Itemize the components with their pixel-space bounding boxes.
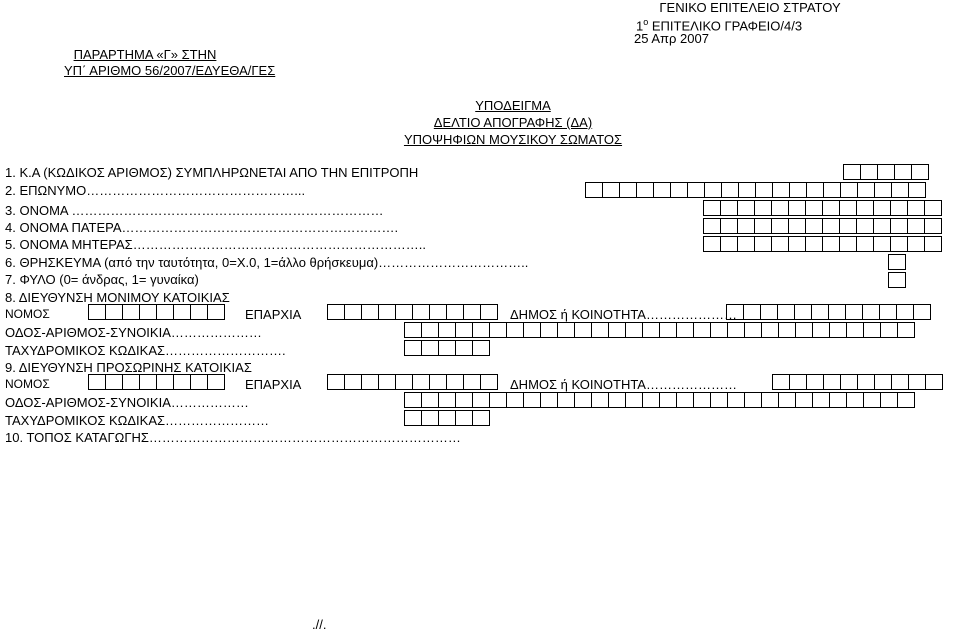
input-box[interactable]	[760, 304, 778, 320]
input-box[interactable]	[863, 392, 881, 408]
input-box[interactable]	[523, 392, 541, 408]
input-box[interactable]	[727, 392, 745, 408]
field-10-label: 10. ΤΟΠΟΣ ΚΑΤΑΓΩΓΗΣ………………………………………………………………	[5, 430, 461, 445]
input-box[interactable]	[139, 374, 157, 390]
input-box[interactable]	[710, 322, 728, 338]
input-box[interactable]	[823, 374, 841, 390]
input-box[interactable]	[122, 304, 140, 320]
input-box[interactable]	[843, 164, 861, 180]
input-box[interactable]	[873, 200, 891, 216]
field-8-odos-boxes[interactable]	[404, 322, 914, 338]
input-box[interactable]	[557, 322, 575, 338]
input-box[interactable]	[540, 392, 558, 408]
input-box[interactable]	[670, 182, 688, 198]
input-box[interactable]	[856, 236, 874, 252]
input-box[interactable]	[744, 392, 762, 408]
input-box[interactable]	[890, 200, 908, 216]
field-5-label: 5. ΟΝΟΜΑ ΜΗΤΕΡΑΣ…………………………………………………………..	[5, 237, 426, 252]
field-7-label: 7. ΦΥΛΟ (0= άνδρας, 1= γυναίκα)	[5, 272, 199, 287]
input-box[interactable]	[676, 322, 694, 338]
input-box[interactable]	[778, 392, 796, 408]
input-box[interactable]	[812, 322, 830, 338]
input-box[interactable]	[754, 236, 772, 252]
field-9-nomos-boxes[interactable]	[88, 374, 224, 390]
input-box[interactable]	[860, 164, 878, 180]
input-box[interactable]	[738, 182, 756, 198]
input-box[interactable]	[737, 200, 755, 216]
input-box[interactable]	[924, 218, 942, 234]
field-9-label: 9. ΔΙΕΥΘΥΝΣΗ ΠΡΟΣΩΡΙΝΗΣ ΚΑΤΟΙΚΙΑΣ	[5, 360, 252, 375]
input-box[interactable]	[720, 218, 738, 234]
title-line1: ΥΠΟΔΕΙΓΜΑ	[475, 98, 551, 113]
input-box[interactable]	[822, 236, 840, 252]
input-box[interactable]	[105, 304, 123, 320]
input-box[interactable]	[840, 374, 858, 390]
field-9-eparxia-boxes[interactable]	[327, 374, 497, 390]
input-box[interactable]	[608, 392, 626, 408]
input-box[interactable]	[480, 374, 498, 390]
office-number-sup: ο	[643, 17, 649, 27]
input-box[interactable]	[574, 322, 592, 338]
input-box[interactable]	[404, 322, 422, 338]
field-2-label: 2. ΕΠΩΝΥΜΟ…………………………………………...	[5, 183, 306, 198]
input-box[interactable]	[472, 322, 490, 338]
input-box[interactable]	[873, 236, 891, 252]
input-box[interactable]	[795, 322, 813, 338]
input-box[interactable]	[659, 392, 677, 408]
input-box[interactable]	[877, 164, 895, 180]
input-box[interactable]	[771, 200, 789, 216]
input-box[interactable]	[463, 374, 481, 390]
input-box[interactable]	[907, 200, 925, 216]
field-4-boxes[interactable]	[703, 218, 941, 234]
input-box[interactable]	[693, 322, 711, 338]
field-2-boxes[interactable]	[585, 182, 925, 198]
input-box[interactable]	[822, 200, 840, 216]
field-8-tk-boxes[interactable]	[404, 340, 489, 356]
input-box[interactable]	[880, 392, 898, 408]
input-box[interactable]	[455, 392, 473, 408]
input-box[interactable]	[726, 304, 744, 320]
field-1-boxes[interactable]	[843, 164, 928, 180]
input-box[interactable]	[856, 218, 874, 234]
input-box[interactable]	[795, 392, 813, 408]
input-box[interactable]	[908, 374, 926, 390]
input-box[interactable]	[344, 374, 362, 390]
input-box[interactable]	[429, 374, 447, 390]
input-box[interactable]	[743, 304, 761, 320]
input-box[interactable]	[891, 374, 909, 390]
input-box[interactable]	[361, 304, 379, 320]
input-box[interactable]	[721, 182, 739, 198]
input-box[interactable]	[811, 304, 829, 320]
input-box[interactable]	[361, 374, 379, 390]
input-box[interactable]	[897, 322, 915, 338]
input-box[interactable]	[754, 200, 772, 216]
input-box[interactable]	[327, 374, 345, 390]
input-box[interactable]	[642, 392, 660, 408]
input-box[interactable]	[896, 304, 914, 320]
input-box[interactable]	[890, 236, 908, 252]
input-box[interactable]	[395, 304, 413, 320]
input-box[interactable]	[907, 236, 925, 252]
field-8-label: 8. ΔΙΕΥΘΥΝΣΗ ΜΟΝΙΜΟΥ ΚΑΤΟΙΚΙΑΣ	[5, 290, 230, 305]
input-box[interactable]	[344, 304, 362, 320]
input-box[interactable]	[625, 322, 643, 338]
input-box[interactable]	[873, 218, 891, 234]
input-box[interactable]	[625, 392, 643, 408]
input-box[interactable]	[771, 236, 789, 252]
input-box[interactable]	[122, 374, 140, 390]
input-box[interactable]	[659, 322, 677, 338]
title-line2: ΔΕΛΤΙΟ ΑΠΟΓΡΑΦΗΣ (ΔΑ)	[433, 115, 593, 130]
input-box[interactable]	[455, 322, 473, 338]
input-box[interactable]	[924, 200, 942, 216]
input-box[interactable]	[693, 392, 711, 408]
field-1-label: 1. Κ.Α (ΚΩΔΙΚΟΣ ΑΡΙΘΜΟΣ) ΣΥΜΠΛΗΡΩΝΕΤΑΙ ΑΠΟ ΤΗΝ ΕΠΙΤΡΟΠΗ	[5, 165, 419, 180]
input-box[interactable]	[395, 374, 413, 390]
input-box[interactable]	[438, 322, 456, 338]
field-3-label: 3. ΟΝΟΜΑ ………………………………………………………………	[5, 203, 384, 218]
input-box[interactable]	[173, 374, 191, 390]
input-box[interactable]	[88, 374, 106, 390]
input-box[interactable]	[421, 340, 439, 356]
field-6-box[interactable]	[888, 254, 905, 270]
field-7-box[interactable]	[888, 272, 905, 288]
input-box[interactable]	[908, 182, 926, 198]
input-box[interactable]	[888, 254, 906, 270]
input-box[interactable]	[455, 410, 473, 426]
input-box[interactable]	[829, 322, 847, 338]
input-box[interactable]	[480, 304, 498, 320]
input-box[interactable]	[591, 322, 609, 338]
input-box[interactable]	[788, 236, 806, 252]
annex-line1: ΠΑΡΑΡΤΗΜΑ «Γ» ΣΤΗΝ	[73, 47, 217, 62]
input-box[interactable]	[761, 322, 779, 338]
input-box[interactable]	[777, 304, 795, 320]
input-box[interactable]	[874, 374, 892, 390]
field-8-eparxia-label: ΕΠΑΡΧΙΑ	[245, 307, 302, 322]
input-box[interactable]	[771, 218, 789, 234]
input-box[interactable]	[574, 392, 592, 408]
input-box[interactable]	[925, 374, 943, 390]
input-box[interactable]	[446, 374, 464, 390]
input-box[interactable]	[207, 304, 225, 320]
field-9-tk-boxes[interactable]	[404, 410, 489, 426]
office-number: 1	[636, 18, 644, 34]
input-box[interactable]	[608, 322, 626, 338]
input-box[interactable]	[472, 392, 490, 408]
input-box[interactable]	[642, 322, 660, 338]
input-box[interactable]	[828, 304, 846, 320]
input-box[interactable]	[845, 304, 863, 320]
input-box[interactable]	[789, 182, 807, 198]
input-box[interactable]	[687, 182, 705, 198]
input-box[interactable]	[404, 392, 422, 408]
input-box[interactable]	[438, 410, 456, 426]
field-9-dimos-boxes[interactable]	[772, 374, 942, 390]
input-box[interactable]	[772, 374, 790, 390]
input-box[interactable]	[489, 392, 507, 408]
field-9-odos-boxes[interactable]	[404, 392, 914, 408]
input-box[interactable]	[438, 340, 456, 356]
page-continuation-mark: .//.	[312, 617, 327, 632]
input-box[interactable]	[913, 304, 931, 320]
field-9-eparxia-label: ΕΠΑΡΧΙΑ	[245, 377, 302, 392]
input-box[interactable]	[755, 182, 773, 198]
input-box[interactable]	[822, 218, 840, 234]
input-box[interactable]	[429, 304, 447, 320]
input-box[interactable]	[907, 218, 925, 234]
input-box[interactable]	[446, 304, 464, 320]
input-box[interactable]	[438, 392, 456, 408]
input-box[interactable]	[207, 374, 225, 390]
field-4-label: 4. ΟΝΟΜΑ ΠΑΤΕΡΑ……………………………………………………….	[5, 220, 399, 235]
input-box[interactable]	[540, 322, 558, 338]
input-box[interactable]	[404, 340, 422, 356]
input-box[interactable]	[894, 164, 912, 180]
input-box[interactable]	[737, 218, 755, 234]
input-box[interactable]	[761, 392, 779, 408]
input-box[interactable]	[840, 182, 858, 198]
input-box[interactable]	[378, 374, 396, 390]
input-box[interactable]	[523, 322, 541, 338]
input-box[interactable]	[463, 304, 481, 320]
input-box[interactable]	[863, 322, 881, 338]
input-box[interactable]	[754, 218, 772, 234]
input-box[interactable]	[489, 322, 507, 338]
input-box[interactable]	[557, 392, 575, 408]
input-box[interactable]	[404, 410, 422, 426]
input-box[interactable]	[737, 236, 755, 252]
input-box[interactable]	[703, 200, 721, 216]
input-box[interactable]	[190, 374, 208, 390]
input-box[interactable]	[805, 200, 823, 216]
title-line3: ΥΠΟΨΗΦΙΩΝ ΜΟΥΣΙΚΟΥ ΣΩΜΑΤΟΣ	[403, 132, 623, 147]
input-box[interactable]	[888, 272, 906, 288]
input-box[interactable]	[806, 182, 824, 198]
input-box[interactable]	[924, 236, 942, 252]
input-box[interactable]	[744, 322, 762, 338]
input-box[interactable]	[788, 218, 806, 234]
input-box[interactable]	[327, 304, 345, 320]
input-box[interactable]	[812, 392, 830, 408]
input-box[interactable]	[653, 182, 671, 198]
input-box[interactable]	[88, 304, 106, 320]
input-box[interactable]	[455, 340, 473, 356]
input-box[interactable]	[727, 322, 745, 338]
input-box[interactable]	[421, 322, 439, 338]
input-box[interactable]	[190, 304, 208, 320]
input-box[interactable]	[472, 340, 490, 356]
input-box[interactable]	[911, 164, 929, 180]
input-box[interactable]	[880, 322, 898, 338]
input-box[interactable]	[412, 374, 430, 390]
input-box[interactable]	[105, 374, 123, 390]
input-box[interactable]	[591, 392, 609, 408]
input-box[interactable]	[506, 392, 524, 408]
input-box[interactable]	[139, 304, 157, 320]
field-6-label: 6. ΘΡΗΣΚΕΥΜΑ (από την ταυτότητα, 0=Χ.0, 1=άλλο θρήσκευμα)……………………………..	[5, 255, 529, 270]
input-box[interactable]	[585, 182, 603, 198]
input-box[interactable]	[823, 182, 841, 198]
input-box[interactable]	[710, 392, 728, 408]
field-5-boxes[interactable]	[703, 236, 941, 252]
input-box[interactable]	[806, 374, 824, 390]
input-box[interactable]	[472, 410, 490, 426]
input-box[interactable]	[789, 374, 807, 390]
input-box[interactable]	[676, 392, 694, 408]
input-box[interactable]	[636, 182, 654, 198]
input-box[interactable]	[772, 182, 790, 198]
field-8-eparxia-boxes[interactable]	[327, 304, 497, 320]
input-box[interactable]	[879, 304, 897, 320]
input-box[interactable]	[619, 182, 637, 198]
input-box[interactable]	[874, 182, 892, 198]
input-box[interactable]	[846, 392, 864, 408]
field-9-tk-label: ΤΑΧΥΔΡΟΜΙΚΟΣ ΚΩΔΙΚΑΣ……………………	[5, 413, 270, 428]
input-box[interactable]	[378, 304, 396, 320]
field-8-dimos-boxes[interactable]	[726, 304, 930, 320]
input-box[interactable]	[890, 218, 908, 234]
input-box[interactable]	[704, 182, 722, 198]
office-text: ΕΠΙΤΕΛΙΚΟ ΓΡΑΦΕΙΟ/4/3	[651, 18, 803, 34]
field-8-nomos-boxes[interactable]	[88, 304, 224, 320]
input-box[interactable]	[602, 182, 620, 198]
field-9-dimos-label: ΔΗΜΟΣ ή ΚΟΙΝΟΤΗΤΑ…………………	[510, 377, 737, 392]
field-8-nomos-label: ΝΟΜΟΣ	[5, 307, 50, 321]
input-box[interactable]	[857, 374, 875, 390]
header-right-line1: ΓΕΝΙΚΟ ΕΠΙΤΕΛΕΙΟ ΣΤΡΑΤΟΥ	[659, 0, 841, 15]
input-box[interactable]	[805, 218, 823, 234]
input-box[interactable]	[897, 392, 915, 408]
field-9-nomos-label: ΝΟΜΟΣ	[5, 377, 50, 391]
input-box[interactable]	[856, 200, 874, 216]
input-box[interactable]	[421, 392, 439, 408]
input-box[interactable]	[156, 374, 174, 390]
input-box[interactable]	[506, 322, 524, 338]
input-box[interactable]	[778, 322, 796, 338]
input-box[interactable]	[805, 236, 823, 252]
input-box[interactable]	[173, 304, 191, 320]
input-box[interactable]	[421, 410, 439, 426]
input-box[interactable]	[862, 304, 880, 320]
field-9-odos-label: ΟΔΟΣ-ΑΡΙΘΜΟΣ-ΣΥΝΟΙΚΙΑ………………	[5, 395, 249, 410]
field-8-odos-label: ΟΔΟΣ-ΑΡΙΘΜΟΣ-ΣΥΝΟΙΚΙΑ…………………	[5, 325, 262, 340]
input-box[interactable]	[703, 218, 721, 234]
field-3-boxes[interactable]	[703, 200, 941, 216]
input-box[interactable]	[857, 182, 875, 198]
input-box[interactable]	[839, 218, 857, 234]
input-box[interactable]	[839, 200, 857, 216]
document-date: 25 Απρ 2007	[634, 31, 709, 46]
field-8-tk-label: ΤΑΧΥΔΡΟΜΙΚΟΣ ΚΩΔΙΚΑΣ……………………….	[5, 343, 286, 358]
input-box[interactable]	[720, 200, 738, 216]
input-box[interactable]	[412, 304, 430, 320]
field-8-dimos-label: ΔΗΜΟΣ ή ΚΟΙΝΟΤΗΤΑ…………………	[510, 307, 737, 322]
input-box[interactable]	[156, 304, 174, 320]
input-box[interactable]	[846, 322, 864, 338]
input-box[interactable]	[703, 236, 721, 252]
annex-line2: ΥΠ΄ ΑΡΙΘΜΟ 56/2007/ΕΔΥΕΘΑ/ΓΕΣ	[64, 63, 276, 78]
input-box[interactable]	[794, 304, 812, 320]
input-box[interactable]	[720, 236, 738, 252]
input-box[interactable]	[829, 392, 847, 408]
input-box[interactable]	[788, 200, 806, 216]
input-box[interactable]	[839, 236, 857, 252]
input-box[interactable]	[891, 182, 909, 198]
